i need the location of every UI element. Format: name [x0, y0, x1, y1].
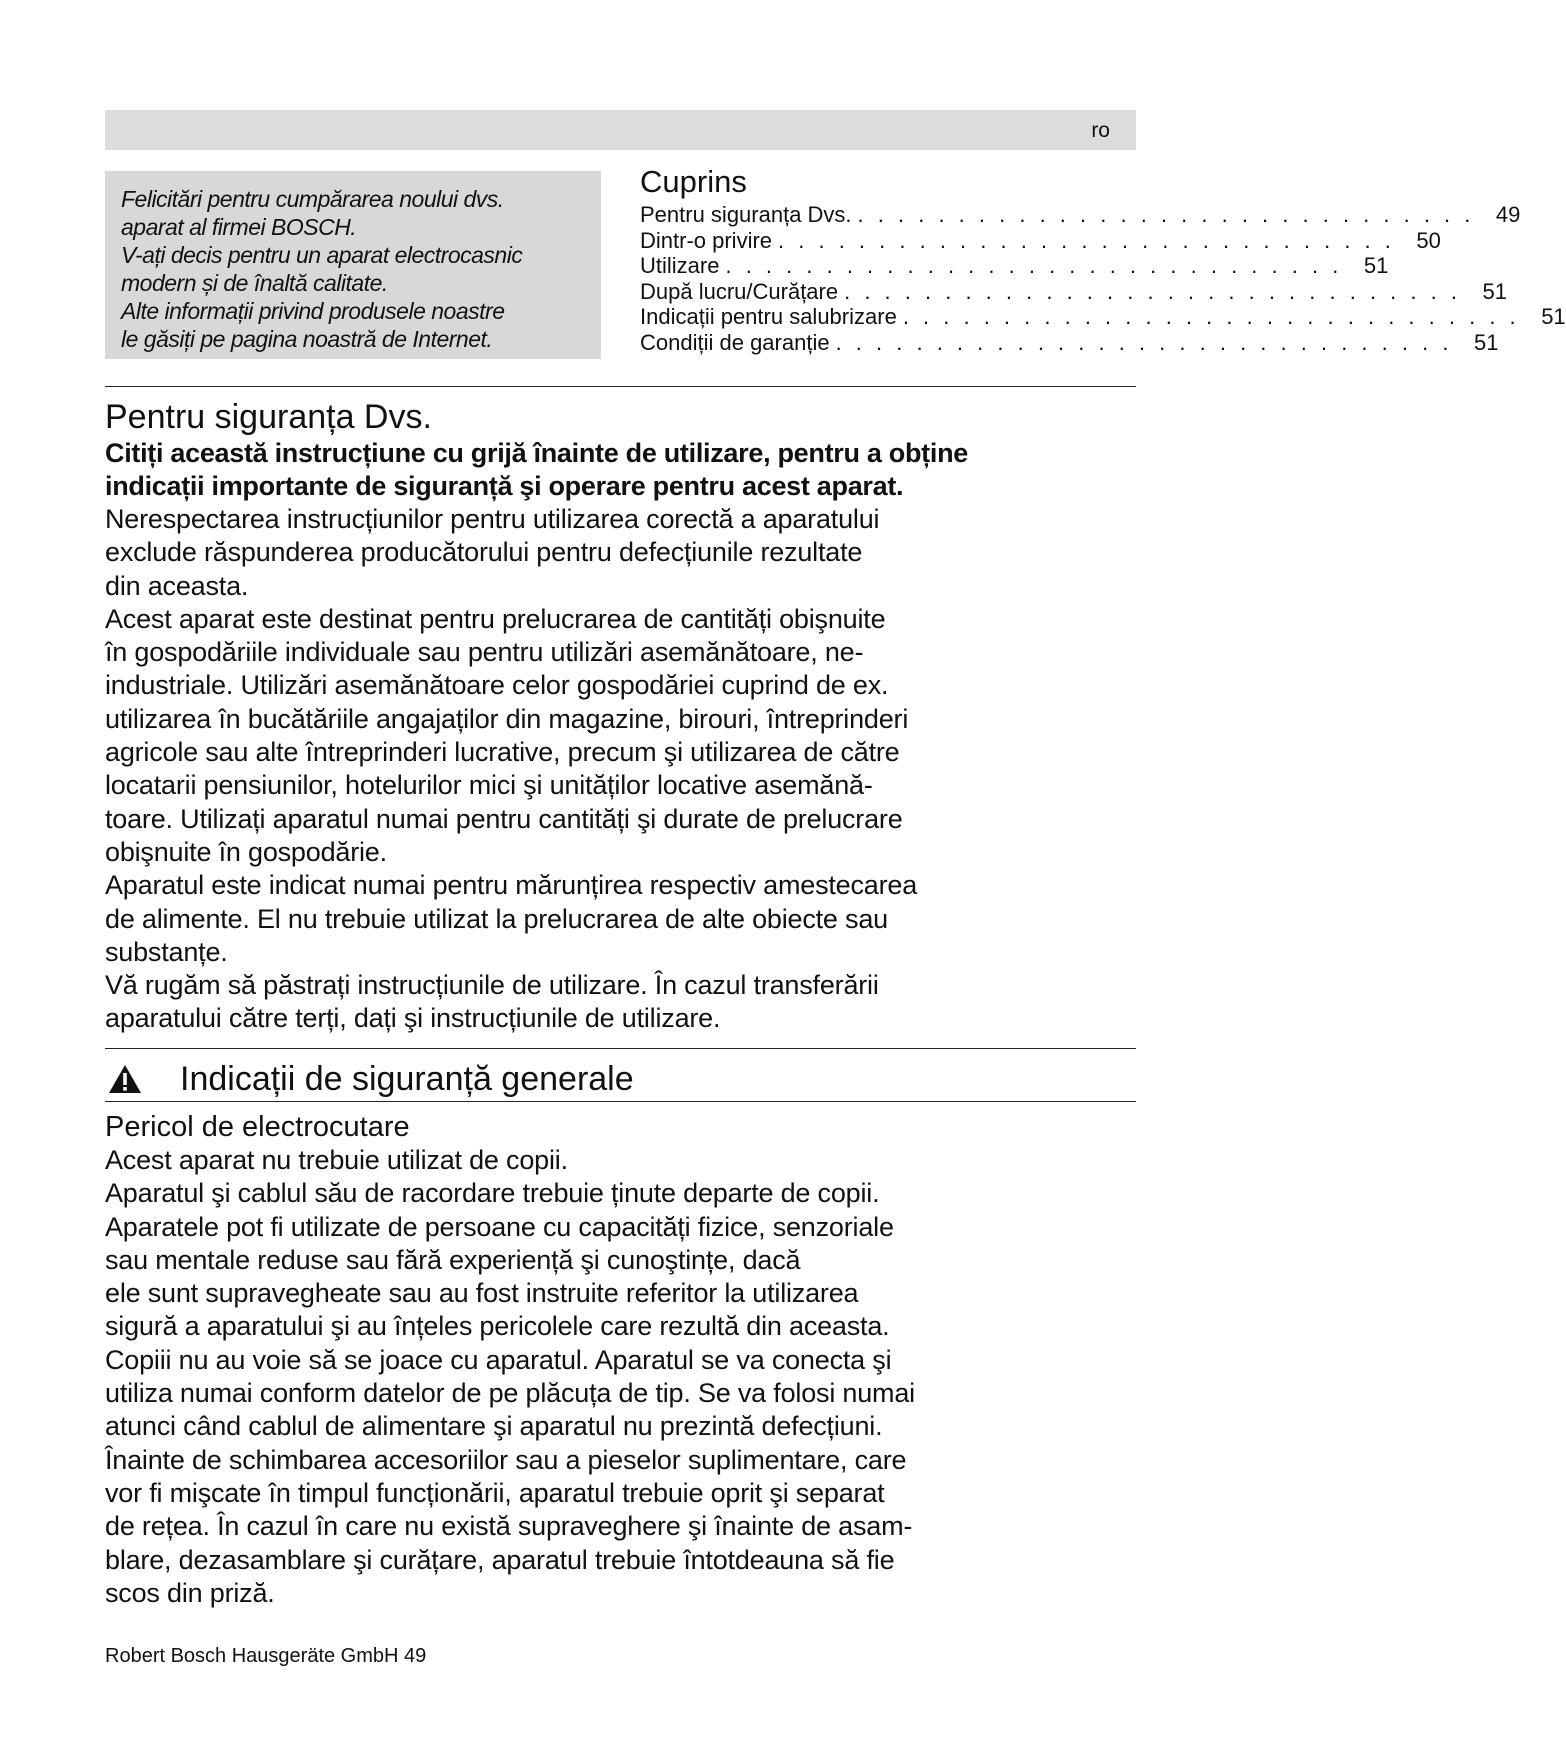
body-line: Aparatul este indicat numai pentru mărunțirea respectiv amestecarea [105, 870, 918, 901]
intro-line: modern și de înaltă calitate. [121, 270, 388, 296]
intro-line: le găsiți pe pagina noastră de Internet. [121, 326, 493, 352]
body-line: agricole sau alte întreprinderi lucrative, precum şi utilizarea de către [105, 737, 900, 768]
body-line: Aparatul şi cablul său de racordare trebuie ținute departe de copii. [105, 1178, 880, 1209]
toc-item-label: Indicații pentru salubrizare [640, 304, 897, 329]
subsection-subtitle: Pericol de electrocutare [105, 1111, 410, 1143]
intro-line: Felicitări pentru cumpărarea noului dvs. [121, 186, 504, 212]
body-line: Vă rugăm să păstrați instrucțiunile de utilizare. În cazul transferării [105, 970, 879, 1001]
safety-section [105, 397, 1145, 1036]
body-line: exclude răspunderea producătorului pentru defecțiunile rezultate [105, 537, 863, 568]
toc-item[interactable] [640, 278, 1507, 305]
toc-leader-dots: . . . . . . . . . . . . . . . . . . . . . . . . . . . . . . . [725, 253, 1343, 278]
body-line: sau mentale reduse sau fără experiență şi cunoştințe, dacă [105, 1244, 801, 1275]
toc-item-page: 51 [1541, 304, 1566, 329]
toc-item-page: 51 [1482, 278, 1507, 304]
section-divider [105, 1101, 1136, 1102]
body-line: atunci când cablul de alimentare şi aparatul nu prezintă defecțiuni. [105, 1411, 883, 1442]
toc-leader-dots: . . . . . . . . . . . . . . . . . . . . . . . . . . . . . . . [844, 278, 1461, 304]
body-line: din aceasta. [105, 570, 249, 601]
toc-leader-dots: . . . . . . . . . . . . . . . . . . . . . . . . . . . . . . . [857, 202, 1475, 227]
body-line: Nerespectarea instrucțiunilor pentru utilizarea corectă a aparatului [105, 504, 880, 534]
intro-box [105, 171, 601, 359]
subsection-title: Indicații de siguranță generale [180, 1060, 634, 1098]
table-of-contents [640, 162, 1566, 355]
toc-item-page: 49 [1495, 202, 1521, 227]
toc-leader-dots: . . . . . . . . . . . . . . . . . . . . . . . . . . . . . . . [835, 329, 1453, 355]
electrocution-section [105, 1110, 1145, 1610]
body-line: blare, dezasamblare şi curățare, aparatul trebuie întotdeauna să fie [105, 1544, 895, 1575]
toc-item[interactable] [640, 227, 1441, 254]
toc-item-label: Pentru siguranța Dvs. [640, 202, 852, 227]
toc-item[interactable] [640, 329, 1499, 356]
body-line: în gospodăriile individuale sau pentru utilizări asemănătoare, ne- [105, 637, 864, 668]
body-line: Aparatele pot fi utilizate de persoane cu capacități fizice, senzoriale [105, 1211, 894, 1242]
body-line: locatarii pensiunilor, hotelurilor mici şi unităților locative asemănă- [105, 770, 873, 801]
toc-item-label: Condiții de garanție [640, 329, 830, 355]
toc-item-page: 51 [1473, 329, 1499, 355]
section-title: Pentru siguranța Dvs. [105, 398, 432, 436]
language-code: ro [1091, 119, 1110, 142]
body-line: industriale. Utilizări asemănătoare celor gospodăriei cuprind de ex. [105, 670, 889, 701]
toc-item-page: 50 [1416, 227, 1441, 253]
toc-leader-dots: . . . . . . . . . . . . . . . . . . . . . . . . . . . . . . . [902, 304, 1520, 329]
bold-intro-line: Citiți această instrucțiune cu grijă înainte de utilizare, pentru a obține [105, 438, 968, 468]
intro-line: Alte informații privind produsele noastre [121, 298, 505, 324]
body-line: Înainte de schimbarea accesoriilor sau a pieselor suplimentare, care [105, 1444, 907, 1475]
body-line: utilizarea în bucătăriile angajaților din magazine, birouri, întreprinderi [105, 703, 909, 734]
body-line: utiliza numai conform datelor de pe plăcuța de tip. Se va folosi numai [105, 1378, 915, 1409]
body-line: Acest aparat nu trebuie utilizat de copii. [105, 1145, 568, 1175]
toc-item-label: După lucru/Curățare [640, 278, 839, 304]
body-line: de alimente. El nu trebuie utilizat la prelucrarea de alte obiecte sau [105, 903, 888, 934]
body-line: Copiii nu au voie să se joace cu aparatul. Aparatul se va conecta şi [105, 1344, 892, 1375]
toc-item[interactable] [640, 202, 1521, 228]
bold-intro-line: indicații importante de siguranță şi operare pentru acest aparat. [105, 471, 904, 501]
section-divider [105, 1048, 1136, 1049]
toc-item-label: Utilizare [640, 253, 720, 278]
toc-title: Cuprins [640, 164, 747, 199]
body-line: sigură a aparatului şi au înțeles pericolele care rezultă din aceasta. [105, 1311, 890, 1342]
language-bar [105, 110, 1136, 150]
general-safety-heading [105, 1058, 1136, 1104]
intro-line: V-ați decis pentru un aparat electrocasnic [121, 242, 523, 268]
body-line: de rețea. În cazul în care nu există supraveghere şi înainte de asam- [105, 1511, 913, 1542]
toc-item-label: Dintr-o privire [640, 227, 773, 253]
body-line: substanțe. [105, 936, 228, 967]
section-divider [105, 386, 1136, 387]
body-line: vor fi mişcate în timpul funcționării, aparatul trebuie oprit şi separat [105, 1477, 885, 1508]
body-line: Acest aparat este destinat pentru prelucrarea de cantități obişnuite [105, 603, 886, 634]
warning-triangle-icon [108, 1064, 142, 1094]
intro-line: aparat al firmei BOSCH. [121, 214, 357, 240]
body-line: toare. Utilizați aparatul numai pentru cantități şi durate de prelucrare [105, 803, 903, 834]
body-line: obişnuite în gospodărie. [105, 836, 387, 867]
toc-item-page: 51 [1363, 253, 1389, 278]
toc-item[interactable] [640, 304, 1566, 330]
body-line: aparatului către terți, dați şi instrucțiunile de utilizare. [105, 1003, 721, 1034]
body-line: scos din priză. [105, 1577, 275, 1608]
toc-item[interactable] [640, 253, 1389, 279]
toc-leader-dots: . . . . . . . . . . . . . . . . . . . . . . . . . . . . . . . [778, 227, 1395, 253]
body-line: ele sunt supravegheate sau au fost instruite referitor la utilizarea [105, 1278, 859, 1309]
page-footer: Robert Bosch Hausgeräte GmbH 49 [105, 1645, 427, 1667]
